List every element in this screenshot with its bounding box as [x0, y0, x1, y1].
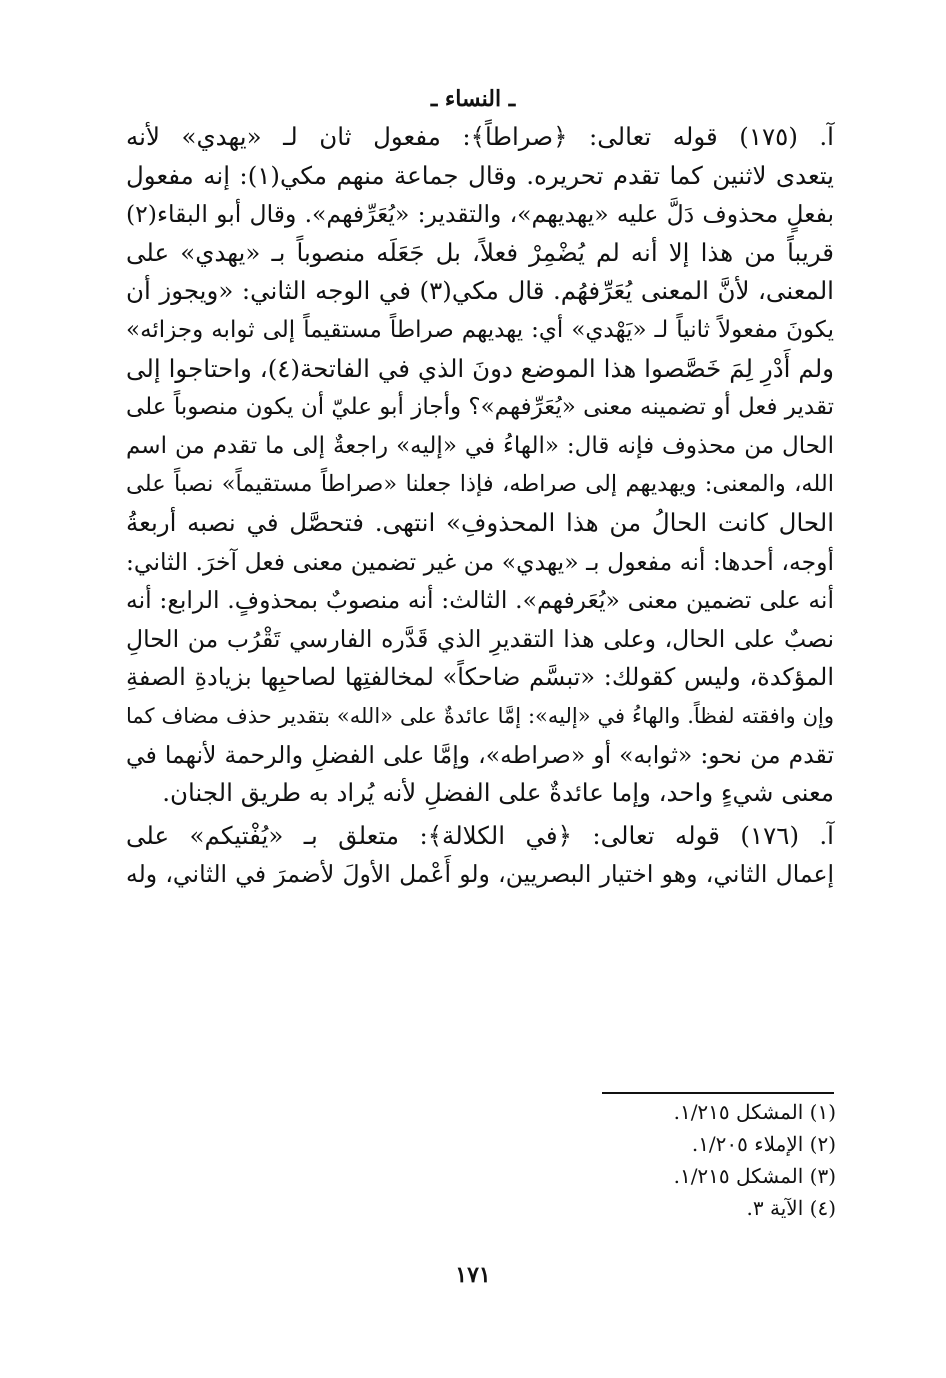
text-line: أنه على تضمين معنى «يُعَرفهم». الثالث: أنه منصوبٌ بمحذوفٍ. الرابع: أنه: [126, 586, 834, 615]
footnote-item: (١) المشكل ١/٢١٥.: [673, 1100, 836, 1124]
text-line: وإن وافقته لفظاً. والهاءُ في «إليه»: إمَّا عائدةٌ على «الله» بتقدير حذف مضاف كما: [126, 703, 834, 728]
page-number: ١٧١: [455, 1262, 491, 1288]
text-line: المؤكدة، وليس كقولك: «تبسَّم ضاحكاً» لمخالفتِها لصاحبِها بزيادةِ الصفةِ: [126, 663, 834, 692]
text-line: الحال من محذوف فإنه قال: «الهاءُ في «إليه» راجعةٌ إلى ما تقدم من اسم: [126, 432, 834, 459]
text-line: نصبٌ على الحال، وعلى هذا التقديرِ الذي قَدَّره الفارسي تَقْرُب من الحالِ: [126, 624, 834, 653]
text-line: يكونَ مفعولاً ثانياً لـ «يَهْدي» أي: يهديهم صراطاً مستقيماً إلى ثوابه وجزائه»: [126, 316, 834, 343]
footnote-item: (٤) الآية ٣.: [746, 1196, 836, 1220]
running-header: ـ النساء ـ: [430, 86, 516, 112]
text-line: بفعلٍ محذوف دَلَّ عليه «يهديهم»، والتقدير: «يُعَرِّفهم». وقال أبو البقاء(٢): [126, 200, 834, 229]
footnote-item: (٢) الإملاء ١/٢٠٥.: [691, 1132, 836, 1156]
text-line: يتعدى لاثنين كما تقدم تحريره. وقال جماعة منهم مكي(١): إنه مفعول: [126, 160, 834, 190]
footnotes: [436, 1096, 836, 1224]
text-line: قريباً من هذا إلا أنه لم يُضْمِرْ فعلاً، بل جَعَلَه منصوباً بـ «يهدي» على: [126, 237, 834, 267]
footnote-divider: [602, 1092, 834, 1094]
text-line: معنى شيءٍ واحد، وإما عائدةٌ على الفضلِ لأنه يُراد به طريق الجنان.: [162, 778, 834, 808]
text-line: آ. (١٧٥) قوله تعالى: ﴿صراطاً﴾: مفعول ثان لـ «يهدي» لأنه: [126, 122, 834, 151]
text-line: أوجه، أحدها: أنه مفعول بـ «يهدي» من غير تضمين معنى فعل آخرَ. الثاني:: [126, 547, 834, 576]
text-line: إعمال الثاني، وهو اختيار البصريين، ولو أَعْمل الأولَ لأضمرَ في الثاني، وله: [126, 860, 834, 889]
paragraph-verse-176: [126, 817, 834, 894]
footnote-item: (٣) المشكل ١/٢١٥.: [673, 1164, 836, 1188]
text-line: الله، والمعنى: ويهديهم إلى صراطه، فإذا جعلنا «صراطاً مستقيماً» نصباً على: [126, 471, 834, 498]
paragraph-verse-175: [126, 118, 834, 813]
text-line: تقدير فعل أو تضمينه معنى «يُعَرِّفهم»؟ وأجاز أبو عليّ أن يكون منصوباً على: [126, 394, 834, 421]
text-line: المعنى، لأنَّ المعنى يُعَرِّفهُم. قال مكي(٣) في الوجه الثاني: «ويجوز أن: [126, 276, 834, 306]
main-text: [126, 118, 834, 894]
text-line: الحال كانت الحالُ من هذا المحذوفِ» انتهى. فتحصَّل في نصبه أربعةُ: [126, 507, 834, 537]
text-line: تقدم من نحو: «ثوابه» أو «صراطه»، وإمَّا على الفضلِ والرحمة لأنهما في: [126, 740, 834, 769]
text-line: ولم أَدْرِ لِمَ خَصَّصوا هذا الموضع دونَ الذي في الفاتحة(٤)، واحتاجوا إلى: [126, 353, 834, 383]
text-line: آ. (١٧٦) قوله تعالى: ﴿في الكلالة﴾: متعلق بـ «يُفْتيكم» على: [126, 820, 834, 850]
